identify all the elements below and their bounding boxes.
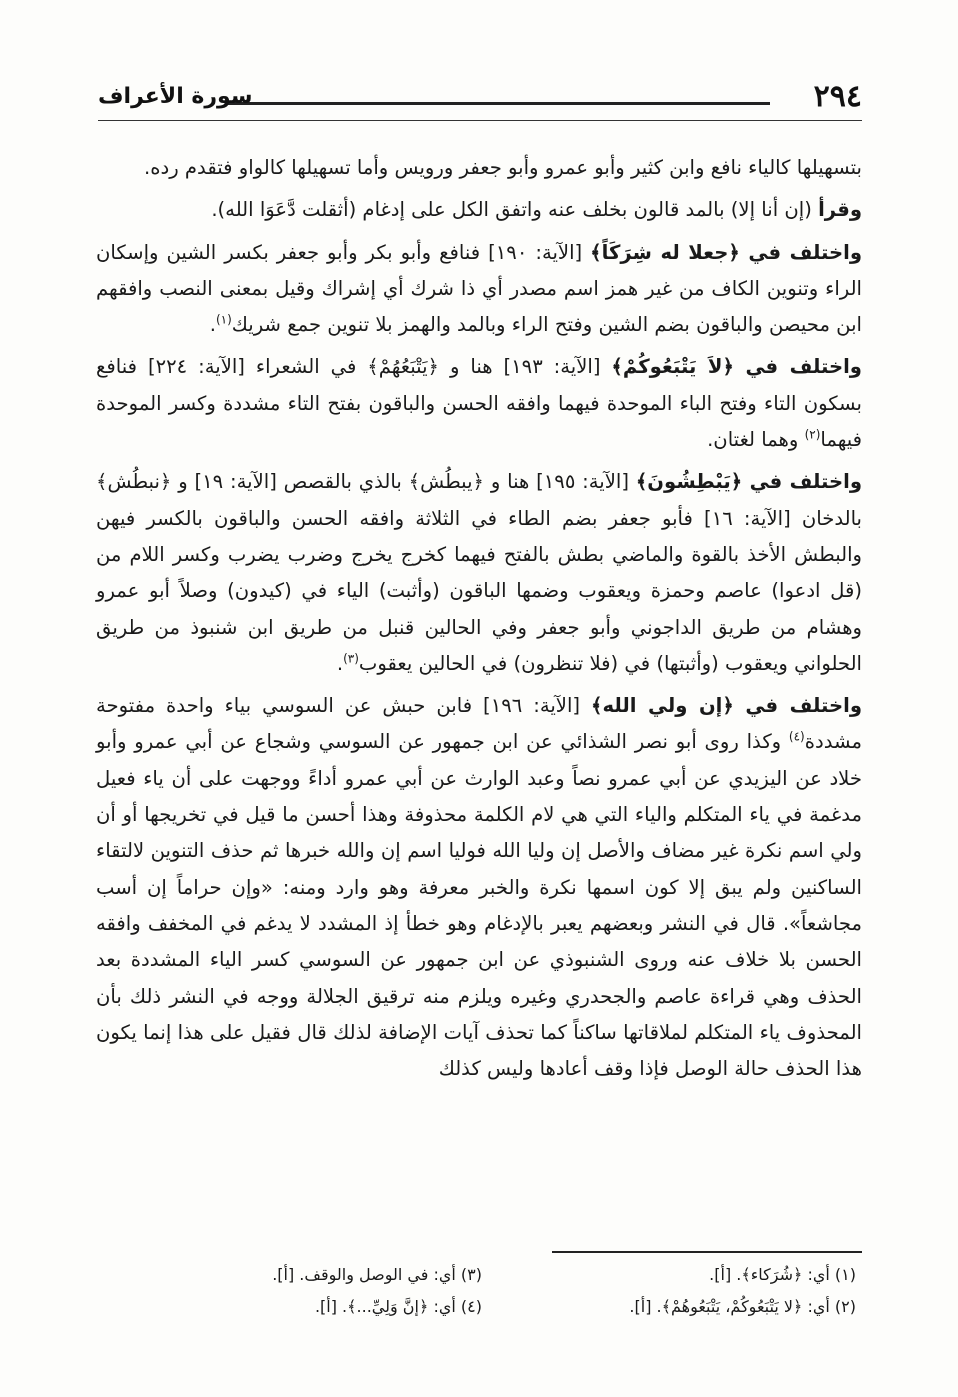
footnotes	[96, 1260, 862, 1330]
footnote-text: أي: ﴿شُرَكاء﴾. [أ].	[709, 1265, 830, 1284]
paragraph-5	[96, 464, 862, 682]
paragraph-3	[96, 235, 862, 344]
footnote-number: (١)	[834, 1265, 856, 1284]
paragraph-lead: وقرأ	[818, 198, 862, 222]
footnote-number: (٣)	[460, 1265, 482, 1284]
footnote-number: (٤)	[460, 1297, 482, 1316]
paragraph-lead: واختلف في ﴿جعلا له شِرَكَاً﴾	[590, 240, 862, 264]
paragraph-lead: واختلف في ﴿إن ولي الله﴾	[591, 694, 862, 718]
page-header	[98, 78, 862, 124]
header-rule	[228, 102, 770, 105]
paragraph-1	[96, 150, 862, 186]
footnote-text: أي: في الوصل والوقف. [أ].	[272, 1265, 456, 1284]
footnote-4	[315, 1292, 482, 1322]
paragraph-tail: .	[336, 651, 344, 675]
footnote-number: (٢)	[834, 1297, 856, 1316]
footnote-1	[709, 1260, 856, 1290]
paragraph-6	[96, 688, 862, 1087]
footnote-ref: (١)	[215, 312, 232, 327]
footnote-text: أي: ﴿لا يَتْبَعُوكُمْ، يَتْبَعُوهُمْ﴾. [أ].	[629, 1297, 830, 1316]
footnote-3	[272, 1260, 482, 1290]
surah-title: سورة الأعراف	[98, 84, 253, 109]
paragraph-tail: وهما لغتان.	[707, 428, 805, 452]
footnote-2	[629, 1292, 856, 1322]
paragraph-text: (إن أنا إلا) بالمد قالون بخلف عنه واتفق الكل على إدغام (أثقلت دَّعَوَا الله).	[211, 198, 819, 222]
footnote-text: أي: ﴿إنَّ وَلِيِّ...﴾. [أ].	[314, 1297, 456, 1316]
paragraph-text: بتسهيلها كالياء نافع وابن كثير وأبو عمرو وأبو جعفر ورويس وأما تسهيلها كالواو فتقدم رده.	[144, 156, 862, 179]
paragraph-text: [الآية: ١٩٠] فنافع وأبو بكر وأبو جعفر بكسر الشين وإسكان الراء وتنوين الكاف من غير همز اسم مصدر أي ذا شرك أي إشراك وقيل بمعنى النصب وافقهم ابن محيصن والباقون بضم الشين وفتح الراء وبالمد والهمز بلا تنوين جمع شريك	[96, 240, 862, 337]
footnote-ref: (٢)	[804, 427, 821, 442]
footnote-ref: (٣)	[343, 651, 359, 666]
paragraph-lead: واختلف في ﴿يَبْطِشُونَ﴾	[635, 470, 863, 494]
page-number: ٢٩٤	[813, 79, 862, 114]
paragraph-text: [الآية: ١٩٥] هنا و ﴿يبطُش﴾ بالذي بالقصص [الآية: ١٩] و ﴿نبطُش﴾ بالدخان [الآية: ١٦] فأبو جعفر بضم الطاء في الثلاثة وافقه الحسن والباقون بالكسر فيهن والبطش الأخذ بالقوة والماضي بطش بالفتح فيهما كخرج يخرج وضرب يضرب وكسر اللام من (قل ادعوا) عاصم وحمزة ويعقوب وضمها الباقون (وأثبت) الياء في (كيدون) وصلاً أبو عمرو وهشام من طريق الداجوني وأبو جعفر وفي الحالين قنبل من طريق ابن شنبوذ من طريق الحلواني ويعقوب (وأثبتها) في (فلا تنظرون) في الحالين يعقوب	[96, 470, 862, 675]
footnote-divider	[552, 1251, 862, 1253]
paragraph-text: [الآية: ١٩٦] فابن حبش عن السوسي بياء واحدة مفتوحة مشددة	[96, 694, 862, 754]
paragraph-text: [الآية: ١٩٣] هنا و ﴿يَتْبَعُهُمْ﴾ في الشعراء [الآية: ٢٢٤] فنافع بسكون التاء وفتح الباء الموحدة فيهما وافقه الحسن والباقون بفتح التاء مشددة وكسر الموحدة فيهما	[96, 355, 862, 452]
paragraph-lead: واختلف في ﴿لاَ يَتْبَعُوكُمْ﴾	[611, 355, 862, 379]
header-divider	[98, 120, 862, 121]
main-text	[96, 150, 862, 1093]
paragraph-2	[96, 192, 862, 228]
paragraph-tail: .	[209, 313, 216, 337]
paragraph-tail: وكذا روى أبو نصر الشذائي عن ابن جمهور عن السوسي وشجاع عن أبي عمرو وأبو خلاد عن اليزيدي عن أبي عمرو نصاً وعبد الوارث عن أبي عمرو أداءً ووجهت على أن ياء فعيل مدغمة في ياء المتكلم والياء التي هي لام الكلمة محذوفة وهذا أحسن ما قيل في تخريجها أو أن ولي اسم نكرة غير مضاف والأصل إن وليا الله فوليا اسم إن والله خبرها ثم حذف التنوين لالتقاء الساكنين ولم يبق إلا كون اسمها نكرة والخبر معرفة وهو وارد ومنه: «وإن حراماً إن أسب مجاشعاً». قال في النشر وبعضهم يعبر بالإدغام وهو خطأ إذ المشدد لا يدغم في المخفف وافقه الحسن بلا خلاف عنه وروى الشنبوذي عن ابن جمهور عن السوسي كسر الياء المشددة بعد الحذف وهي قراءة عاصم والجحدري وغيره ويلزم منه ترقيق الجلالة ووجه في النشر ذلك بأن المحذوف ياء المتكلم لملاقاتها ساكناً كما تحذف آيات الإضافة لذلك قال فقيل على هذا إنما يكون هذا الحذف حالة الوصل فإذا وقف أعادها وليس كذلك	[96, 730, 862, 1081]
footnote-ref: (٤)	[788, 729, 805, 744]
paragraph-4	[96, 349, 862, 458]
